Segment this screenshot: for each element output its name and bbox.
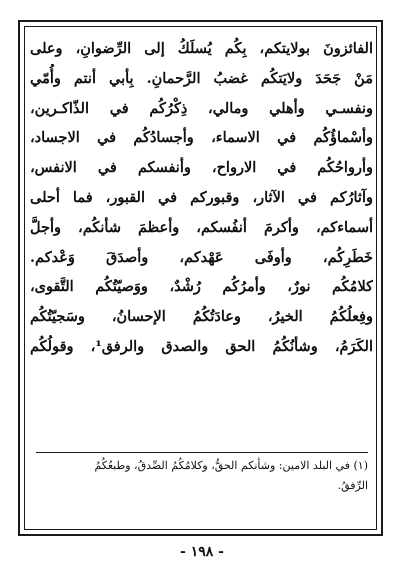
- text-line: ونفسـي وأهلي ومالي، ذِكْرُكُم في الذّاكـرين،: [30, 99, 373, 117]
- text-line: خَطَرِكُم، وأوفَى عَهْدكم، وأصدَقَ وَعْدكم.: [30, 248, 373, 266]
- page-number: - ١٩٨ -: [180, 544, 224, 560]
- footnote-separator: [36, 452, 368, 453]
- text-line: أسماءكم، وأكرمَ أنفُسكم، وأعظمَ شأنكُم، وأجلَّ: [30, 218, 373, 236]
- footnote-line: الرِّفقُ.: [337, 479, 368, 492]
- text-line: وفِعلُكُمُ الخيرُ، وعادَتُكُمُ الإحسانُ، وسَجيّتُكُم: [30, 308, 373, 326]
- text-line: الفائزونَ بولايتكم، بِكُم يُسلَكُ إلى الرِّضوانِ، وعلى: [30, 40, 373, 57]
- main-text: [30, 34, 373, 362]
- footnote-line: (١) في البلد الامين: وشأنكم الحقُّ، وكلامُكُمُ الصِّدقُ، وطبعُكُمُ: [94, 459, 368, 472]
- text-line: مَنْ جَحَدَ ولايَتكُم غضبُ الرَّحمانِ. بِأبي أنتم وأُمّي: [30, 69, 373, 87]
- text-line: الكَرَمُ، وشأنُكُمُ الحق والصدق والرفق¹، وقولُكُم: [30, 337, 373, 355]
- text-line: كلامُكُم نورٌ، وأمرُكُم رُشْدٌ، ووَصيّتُكُم التَّقوى،: [30, 278, 373, 296]
- text-line: وأرواحُكُم في الارواح، وأنفسكم في الانفس،: [30, 159, 373, 177]
- text-line: وآثارُكم في الآثار، وقبوركم في القبور، فما أحلى: [30, 188, 373, 206]
- footnote: [36, 456, 368, 496]
- text-line: وأسْماؤُكُم في الاسماء، وأجسادُكُم في الاجساد،: [30, 129, 373, 147]
